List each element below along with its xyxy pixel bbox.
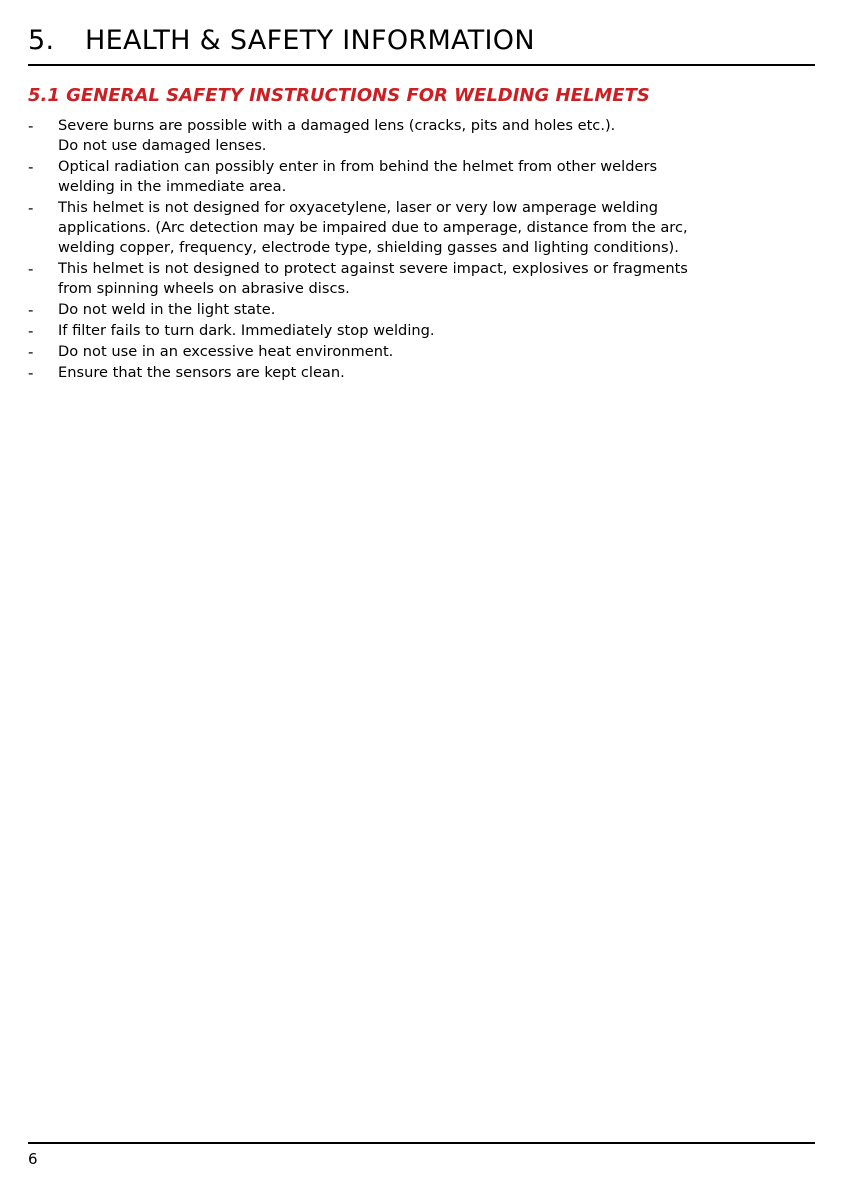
instruction-text-line: Do not use in an excessive heat environment. [58,343,394,360]
instruction-text-line: Do not weld in the light state. [58,301,276,318]
bullet-dash: - [28,364,34,382]
list-item [28,157,818,197]
section-number: 5. [28,25,55,56]
section-title: HEALTH & SAFETY INFORMATION [85,25,535,56]
bullet-dash: - [28,199,34,217]
instruction-text-line: from spinning wheels on abrasive discs. [58,280,350,297]
instruction-text-line: Do not use damaged lenses. [58,137,267,154]
list-item [28,321,818,341]
instruction-text-line: welding copper, frequency, electrode type, shielding gasses and lighting conditions). [58,239,679,256]
footer-divider [28,1142,815,1144]
section-heading [28,24,535,58]
bullet-dash: - [28,117,34,135]
list-item [28,342,818,362]
bullet-dash: - [28,322,34,340]
subsection-title: 5.1 GENERAL SAFETY INSTRUCTIONS FOR WELDING HELMETS [28,85,650,106]
instruction-text-line: If filter fails to turn dark. Immediately stop welding. [58,322,435,339]
list-item [28,116,818,156]
bullet-dash: - [28,260,34,278]
instruction-text-line: Ensure that the sensors are kept clean. [58,364,345,381]
instruction-text-line: This helmet is not designed for oxyacetylene, laser or very low amperage welding [58,199,658,216]
instruction-text-line: This helmet is not designed to protect against severe impact, explosives or fragments [58,260,688,277]
bullet-dash: - [28,158,34,176]
instruction-text-line: welding in the immediate area. [58,178,287,195]
instruction-text-line: Severe burns are possible with a damaged lens (cracks, pits and holes etc.). [58,117,616,134]
header-divider [28,64,815,66]
safety-instructions-list [28,116,818,384]
bullet-dash: - [28,343,34,361]
list-item [28,259,818,299]
list-item [28,363,818,383]
bullet-dash: - [28,301,34,319]
instruction-text-line: applications. (Arc detection may be impaired due to amperage, distance from the arc, [58,219,688,236]
list-item [28,300,818,320]
list-item [28,198,818,258]
instruction-text-line: Optical radiation can possibly enter in from behind the helmet from other welders [58,158,658,175]
page-number: 6 [28,1150,38,1168]
